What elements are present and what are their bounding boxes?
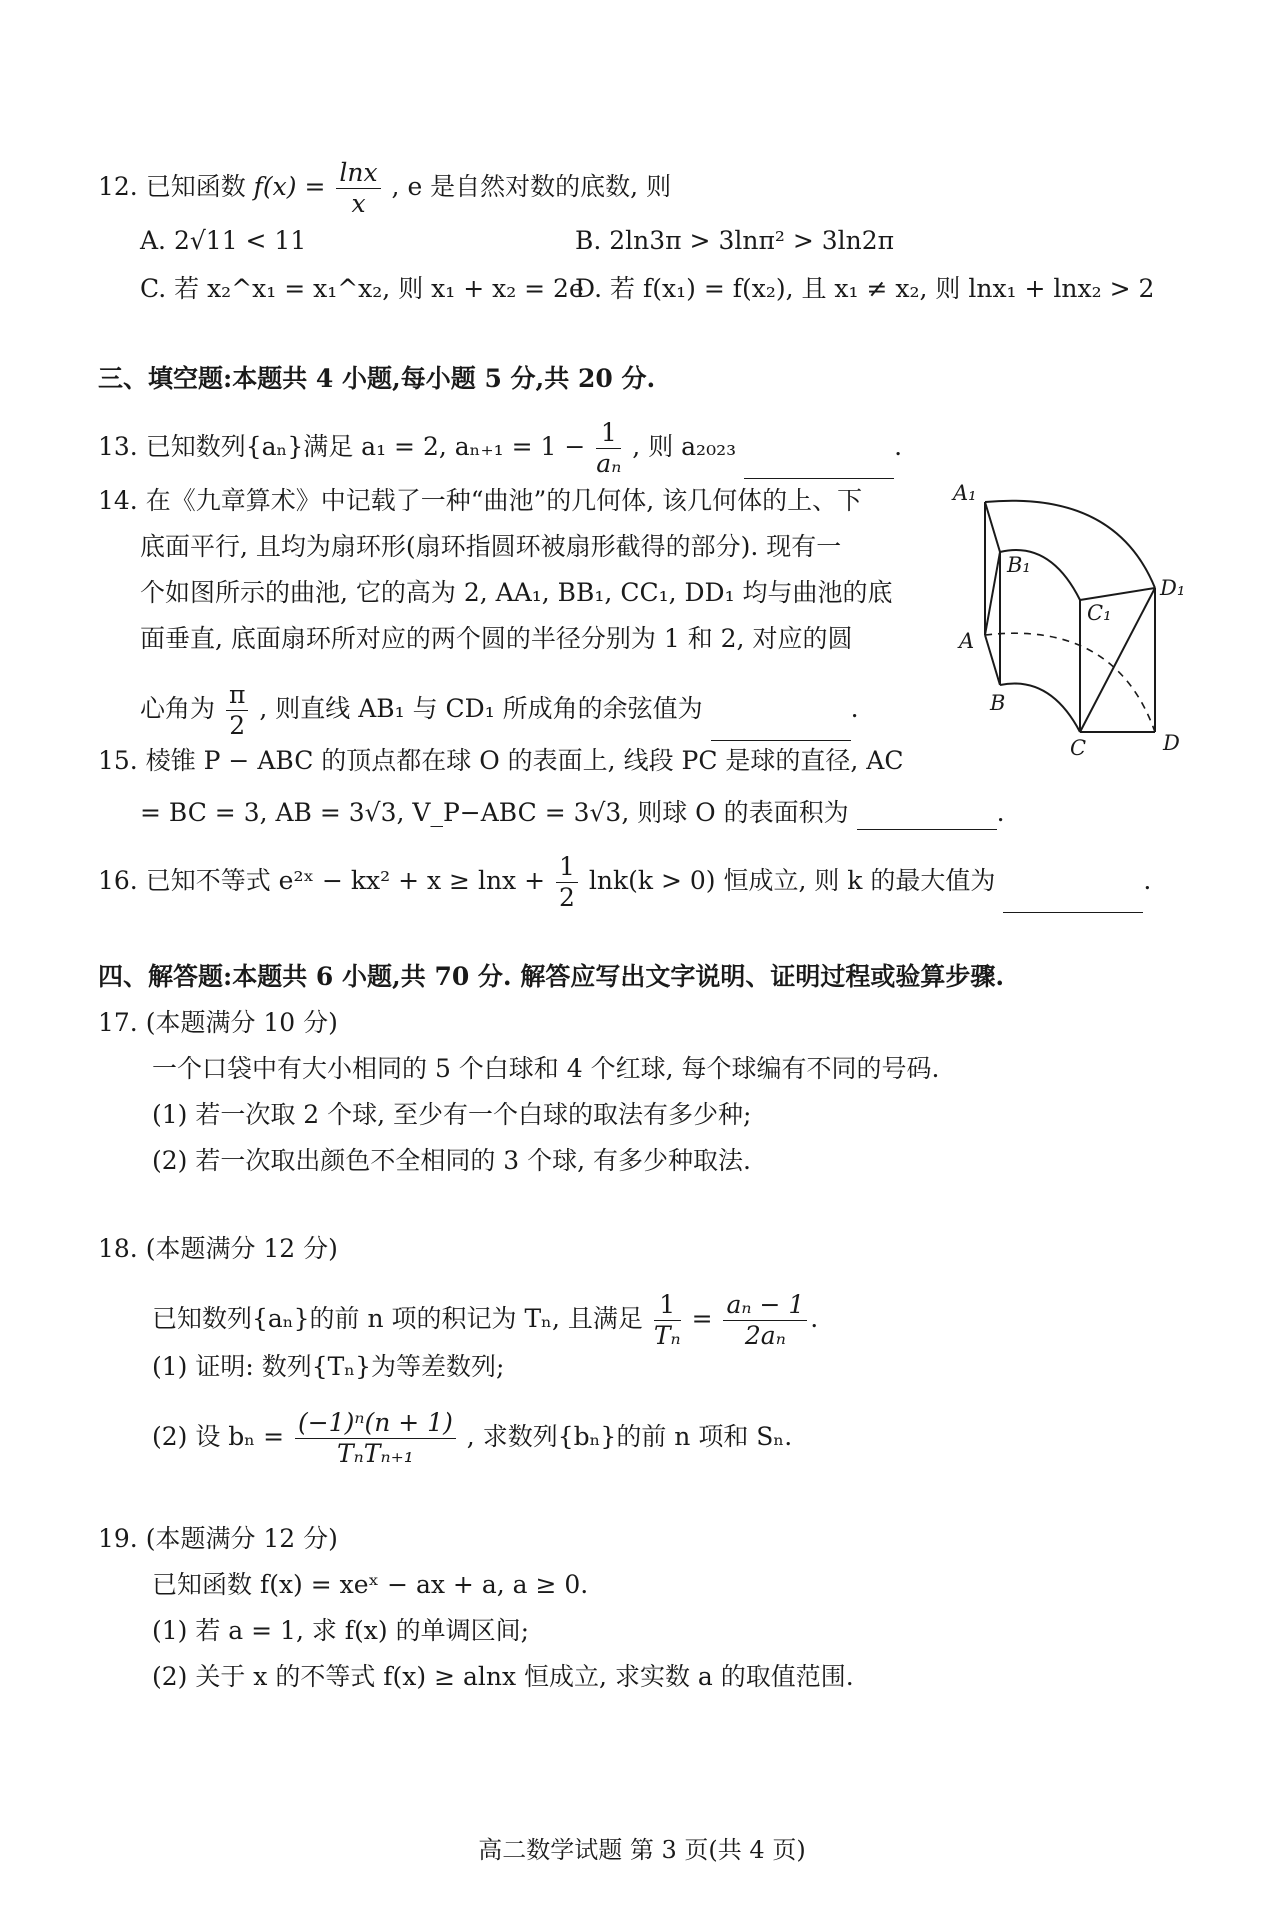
q18-part-1: (1) 证明: 数列{Tₙ}为等差数列;: [152, 1352, 505, 1381]
segment-a-b1: [985, 552, 1000, 635]
q18-part-2: (2) 设 bₙ = $\frac{\text{(−1)ⁿ(n + 1)}}{\text{TₙTₙ₊₁}}$ , 求数列{bₙ}的前 n 项和 Sₙ.: [152, 1408, 793, 1468]
q15-line-1: 15. 棱锥 P − ABC 的顶点都在球 O 的表面上, 线段 PC 是球的直径, AC: [98, 746, 904, 775]
label-a1: A₁: [953, 481, 977, 505]
q14-line-5: 心角为 $\frac{\pi}{2}$ , 则直线 AB₁ 与 CD₁ 所成角的余弦值为 .: [140, 680, 859, 740]
section-3-title: 三、填空题:本题共 4 小题,每小题 5 分,共 20 分.: [98, 364, 656, 393]
q12-stem: 12. 已知函数 f(x) = $\frac{\ln x}{x}$ , e 是自然对数的底数, 则: [98, 158, 672, 218]
section-4-title: 四、解答题:本题共 6 小题,共 70 分. 解答应写出文字说明、证明过程或验算步骤.: [98, 962, 1005, 991]
edge-a1-b1: [985, 502, 1000, 552]
label-b: B: [990, 691, 1006, 715]
q14-answer-blank[interactable]: [711, 714, 851, 741]
q14-line-2: 底面平行, 且均为扇环形(扇环指圆环被扇形截得的部分). 现有一: [140, 532, 842, 561]
q16-fraction: $\frac{1}{2}$: [556, 852, 578, 913]
q14-fraction: $\frac{\pi}{2}$: [226, 680, 248, 741]
q12-fraction: $\frac{\ln x}{x}$: [336, 158, 380, 219]
q14-line-4: 面垂直, 底面扇环所对应的两个圆的半径分别为 1 和 2, 对应的圆: [140, 624, 853, 653]
page-footer: 高二数学试题 第 3 页(共 4 页): [478, 1836, 806, 1864]
q18-fraction-2: $\frac{\text{aₙ − 1}}{\text{2aₙ}}$: [723, 1290, 807, 1351]
q19-heading: 19. (本题满分 12 分): [98, 1524, 338, 1553]
q14-qu-chi-figure: [945, 470, 1195, 760]
label-a: A: [959, 629, 975, 653]
q13-fraction: $\frac{1}{\text{aₙ}}$: [596, 418, 622, 478]
q15-line-2: = BC = 3, AB = 3√3, V_P−ABC = 3√3, 则球 O 的表面积为 .: [140, 796, 1005, 830]
q18-fraction-1: $\frac{1}{\text{Tₙ}}$: [653, 1290, 681, 1350]
q12-option-a: A. 2√11 < 11: [140, 226, 307, 255]
q13-stem: 13. 已知数列{aₙ}满足 a₁ = 2, aₙ₊₁ = 1 − $\frac{1}{\text{aₙ}}$ , 则 a₂₀₂₃ .: [98, 418, 903, 478]
q12-option-c: C. 若 x₂^x₁ = x₁^x₂, 则 x₁ + x₂ = 2e: [140, 274, 584, 303]
label-d1: D₁: [1160, 576, 1186, 600]
q17-line-1: 一个口袋中有大小相同的 5 个白球和 4 个红球, 每个球编有不同的号码.: [152, 1054, 940, 1083]
q18-heading: 18. (本题满分 12 分): [98, 1234, 338, 1263]
q19-part-1: (1) 若 a = 1, 求 f(x) 的单调区间;: [152, 1616, 530, 1645]
label-d: D: [1163, 731, 1180, 755]
q17-heading: 17. (本题满分 10 分): [98, 1008, 338, 1037]
label-c1: C₁: [1087, 601, 1112, 625]
q14-line-1: 14. 在《九章算术》中记载了一种“曲池”的几何体, 该几何体的上、下: [98, 486, 863, 515]
q18-line-1: 已知数列{aₙ}的前 n 项的积记为 Tₙ, 且满足 $\frac{1}{\text{Tₙ}}$ = $\frac{\text{aₙ − 1}}{\text{2aₙ}}$ .: [152, 1290, 819, 1350]
q15-answer-blank[interactable]: [857, 803, 997, 830]
q18-fraction-3: $\frac{\text{(−1)ⁿ(n + 1)}}{\text{TₙTₙ₊₁}}$: [295, 1408, 456, 1469]
q12-option-d: D. 若 f(x₁) = f(x₂), 且 x₁ ≠ x₂, 则 lnx₁ + lnx₂ > 2: [575, 274, 1155, 303]
q12-option-b: B. 2ln3π > 3lnπ² > 3ln2π: [575, 226, 895, 255]
q16-stem: 16. 已知不等式 e²ˣ − kx² + x ≥ lnx + $\frac{1}{2}$ lnk(k > 0) 恒成立, 则 k 的最大值为 .: [98, 852, 1152, 912]
q14-line-3: 个如图所示的曲池, 它的高为 2, AA₁, BB₁, CC₁, DD₁ 均与曲池的底: [140, 578, 893, 607]
edge-a-b: [985, 635, 1000, 685]
q19-part-2: (2) 关于 x 的不等式 f(x) ≥ alnx 恒成立, 求实数 a 的取值范围.: [152, 1662, 854, 1691]
q16-answer-blank[interactable]: [1003, 886, 1143, 913]
q19-line-1: 已知函数 f(x) = xeˣ − ax + a, a ≥ 0.: [152, 1570, 589, 1599]
q17-part-2: (2) 若一次取出颜色不全相同的 3 个球, 有多少种取法.: [152, 1146, 752, 1175]
q13-answer-blank[interactable]: [744, 452, 894, 479]
q17-part-1: (1) 若一次取 2 个球, 至少有一个白球的取法有多少种;: [152, 1100, 752, 1129]
label-b1: B₁: [1007, 553, 1031, 577]
edge-c1-d1: [1080, 588, 1155, 600]
bottom-inner-arc: [1000, 684, 1080, 732]
label-c: C: [1070, 736, 1087, 760]
